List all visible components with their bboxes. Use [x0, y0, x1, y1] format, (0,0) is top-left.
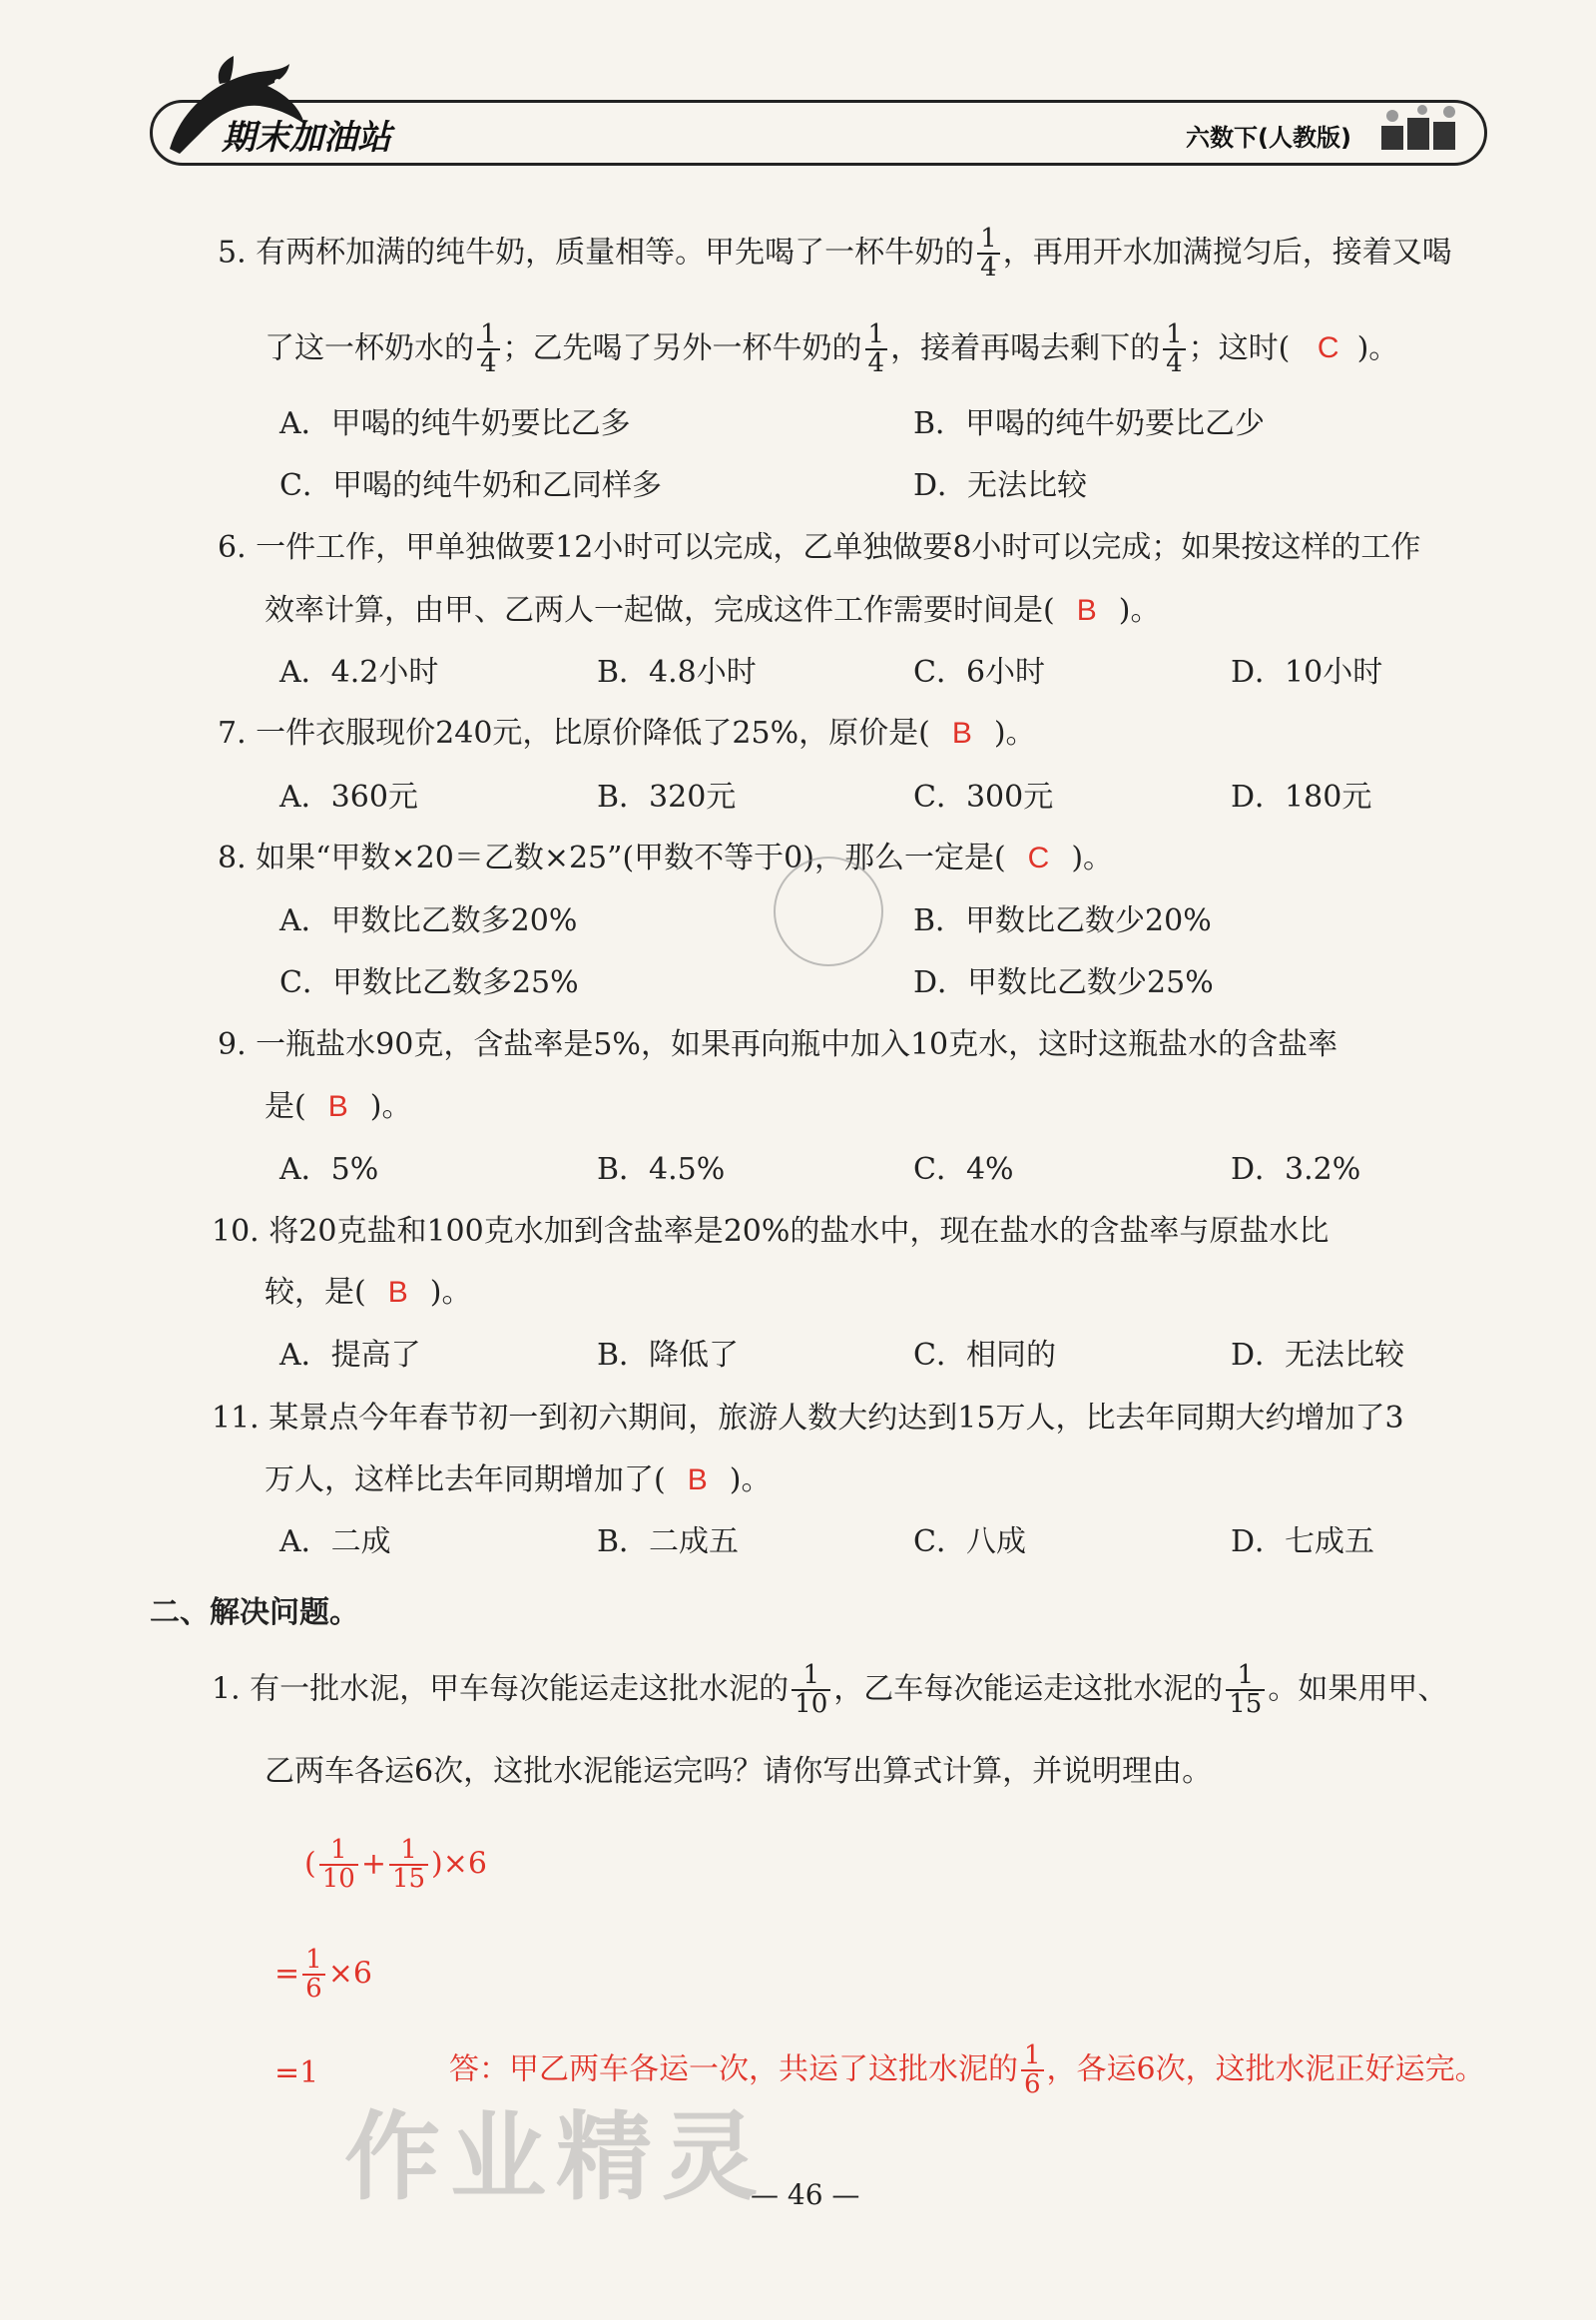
q5-text-b: ，再用开水加满搅匀后，接着又喝	[1002, 235, 1452, 271]
q6-option-b: B．4.8小时	[597, 655, 757, 690]
q7-text-a: 一件衣服现价240元，比原价降低了25%，原价是(	[256, 716, 930, 751]
q5-number: 5.	[218, 235, 247, 271]
s2q1-fraction-2: $\frac{1}{15}$	[1226, 1662, 1265, 1719]
header-subject: 六数下(人教版)	[1186, 124, 1351, 152]
q6-line1	[218, 530, 1421, 565]
q8-number: 8.	[218, 841, 247, 875]
q8-text-b: )。	[1071, 841, 1114, 875]
q7-option-a: A．360元	[279, 780, 418, 815]
q8-option-a: A．甲数比乙数多20%	[279, 903, 578, 938]
solution-step2: = $\frac{1}{6}$ ×6	[274, 1945, 372, 2005]
solution-fraction-1: $\frac{1}{10}$	[319, 1837, 358, 1894]
section2-title: 二、解决问题。	[150, 1595, 359, 1630]
q7-answer: B	[951, 717, 972, 750]
q7-line1	[218, 716, 1036, 751]
s2q1-text-a: 有一批水泥，甲车每次能运走这批水泥的	[250, 1671, 790, 1707]
q9-option-b: B．4.5%	[597, 1152, 726, 1187]
q10-line1	[212, 1214, 1330, 1249]
q6-text-a: 一件工作，甲单独做要12小时可以完成，乙单独做要8小时可以完成；如果按这样的工作	[256, 530, 1421, 565]
q7-option-d: D．180元	[1231, 780, 1372, 815]
q6-text-c: )。	[1118, 593, 1161, 628]
q10-text-b: 较，是(	[265, 1275, 366, 1310]
q11-option-c: C．八成	[913, 1524, 1026, 1559]
q8-option-b: B．甲数比乙数少20%	[913, 903, 1212, 938]
q11-line1	[212, 1401, 1404, 1436]
q5-fraction-4: $\frac{1}{4}$	[1163, 321, 1186, 378]
q10-text-a: 将20克盐和100克水加到含盐率是20%的盐水中，现在盐水的含盐率与原盐水比	[268, 1214, 1330, 1249]
watermark: 作业精灵	[344, 2101, 768, 2213]
q8-option-d: D．甲数比乙数少25%	[913, 965, 1214, 1000]
q5-fraction-1: $\frac{1}{4}$	[977, 226, 1000, 283]
q7-number: 7.	[218, 716, 247, 751]
page-number: — 46 —	[751, 2178, 860, 2211]
q11-text-a: 某景点今年春节初一到初六期间，旅游人数大约达到15万人，比去年同期大约增加了3	[268, 1401, 1404, 1436]
q9-answer: B	[327, 1090, 348, 1123]
q7-option-b: B．320元	[597, 780, 737, 815]
q10-answer: B	[387, 1276, 408, 1309]
q11-answer: B	[687, 1463, 708, 1496]
q8-line1	[218, 841, 1114, 875]
q9-number: 9.	[218, 1027, 247, 1062]
s2q1-text-b: ，乙车每次能运走这批水泥的	[833, 1671, 1224, 1707]
header-title: 期末加油站	[222, 118, 391, 158]
q6-option-c: C．6小时	[913, 655, 1046, 690]
s2q1-number: 1.	[212, 1671, 241, 1707]
q10-number: 10.	[212, 1214, 260, 1249]
q11-text-c: )。	[729, 1462, 772, 1497]
q5-text-d: ；乙先喝了另外一杯牛奶的	[502, 330, 862, 366]
q5-text-e: ，接着再喝去剩下的	[890, 330, 1161, 366]
solution-answer: 答：甲乙两车各运一次，共运了这批水泥的 $\frac{1}{6}$ ，各运6次，这批水泥正好运完。	[449, 2040, 1485, 2100]
q8-answer: C	[1027, 842, 1050, 874]
q6-text-b: 效率计算，由甲、乙两人一起做，完成这件工作需要时间是(	[265, 593, 1055, 628]
q7-option-c: C．300元	[913, 780, 1054, 815]
q9-option-c: C．4%	[913, 1152, 1014, 1187]
q7-text-b: )。	[993, 716, 1036, 751]
q11-option-a: A．二成	[279, 1524, 391, 1559]
q5-fraction-3: $\frac{1}{4}$	[865, 321, 888, 378]
q5-option-a: A．甲喝的纯牛奶要比乙多	[279, 406, 631, 441]
q5-text-f: ；这时(	[1188, 330, 1291, 366]
q5-text-c: 了这一杯奶水的	[265, 330, 474, 366]
solution-step1: ( $\frac{1}{10}$ + $\frac{1}{15}$ )×6	[304, 1835, 487, 1895]
q10-option-c: C．相同的	[913, 1338, 1056, 1373]
q9-line1	[218, 1027, 1338, 1062]
solution-fraction-2: $\frac{1}{15}$	[389, 1837, 428, 1894]
q11-option-b: B．二成五	[597, 1524, 740, 1559]
q5-option-d: D．无法比较	[913, 468, 1088, 503]
q8-option-c: C．甲数比乙数多25%	[279, 965, 579, 1000]
q10-line2	[265, 1275, 472, 1310]
q11-line2	[265, 1462, 772, 1497]
q10-option-b: B．降低了	[597, 1338, 740, 1373]
q5-text-a: 有两杯加满的纯牛奶，质量相等。甲先喝了一杯牛奶的	[256, 235, 975, 271]
q5-line2	[265, 321, 1398, 378]
q5-line1	[218, 226, 1452, 283]
s2q1-line2: 乙两车各运6次，这批水泥能运完吗？请你写出算式计算，并说明理由。	[265, 1754, 1213, 1789]
q5-option-c: C．甲喝的纯牛奶和乙同样多	[279, 468, 662, 503]
header-decoration-icon	[1377, 104, 1472, 156]
q8-text-a: 如果“甲数×20＝乙数×25”(甲数不等于0)，那么一定是(	[256, 841, 1006, 875]
q6-option-a: A．4.2小时	[279, 655, 439, 690]
q11-text-b: 万人，这样比去年同期增加了(	[265, 1462, 666, 1497]
q5-fraction-2: $\frac{1}{4}$	[477, 321, 500, 378]
q9-text-a: 一瓶盐水90克，含盐率是5%，如果再向瓶中加入10克水，这时这瓶盐水的含盐率	[256, 1027, 1338, 1062]
solution-step3: =1	[274, 2055, 319, 2090]
q5-text-g: )。	[1356, 330, 1399, 366]
seal-stamp-icon	[774, 857, 883, 966]
q6-line2	[265, 593, 1161, 628]
q9-line2	[265, 1089, 412, 1124]
q9-option-a: A．5%	[279, 1152, 379, 1187]
q6-option-d: D．10小时	[1231, 655, 1383, 690]
q9-text-b: 是(	[265, 1089, 306, 1124]
q5-option-b: B．甲喝的纯牛奶要比乙少	[913, 406, 1266, 441]
q11-number: 11.	[212, 1401, 260, 1436]
q11-option-d: D．七成五	[1231, 1524, 1375, 1559]
s2q1-text-c: 。如果用甲、	[1268, 1671, 1448, 1707]
s2q1-line1	[212, 1662, 1447, 1719]
solution-fraction-3: $\frac{1}{6}$	[302, 1947, 325, 2004]
q10-option-a: A．提高了	[279, 1338, 421, 1373]
q6-answer: B	[1076, 594, 1097, 627]
q9-text-c: )。	[369, 1089, 412, 1124]
s2q1-fraction-1: $\frac{1}{10}$	[792, 1662, 830, 1719]
q10-text-c: )。	[429, 1275, 472, 1310]
q6-number: 6.	[218, 530, 247, 565]
q9-option-d: D．3.2%	[1231, 1152, 1361, 1187]
solution-answer-fraction: $\frac{1}{6}$	[1021, 2042, 1044, 2099]
q10-option-d: D．无法比较	[1231, 1338, 1405, 1373]
q5-answer: C	[1317, 331, 1339, 365]
